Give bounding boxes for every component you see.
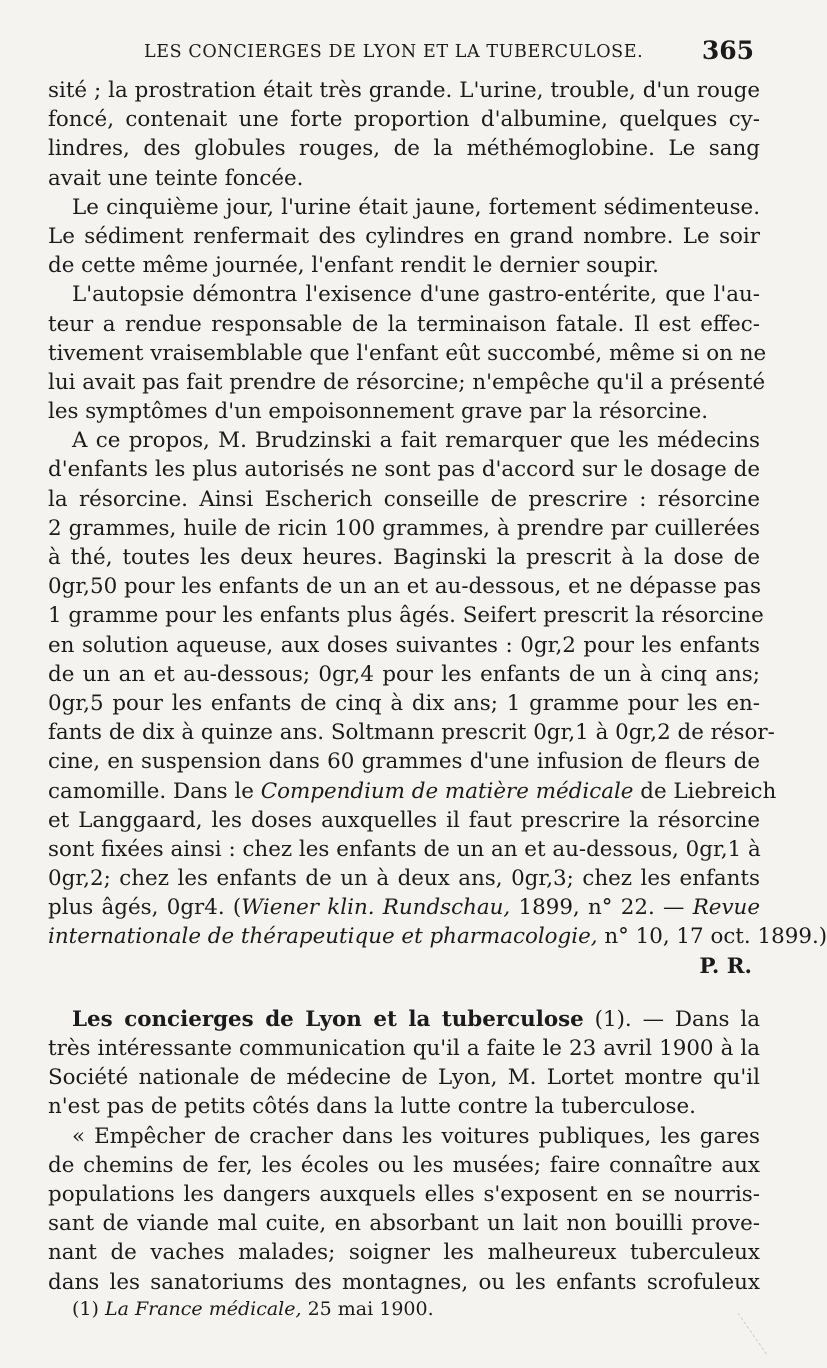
text-line: 1 gramme pour les enfants plus âgés. Seifert prescrit la résorcine: [48, 603, 764, 629]
text-line: en solution aqueuse, aux doses suivantes : 0gr,2 pour les enfants: [48, 632, 760, 658]
text-line: d'enfants les plus autorisés ne sont pas d'accord sur le dosage de: [48, 457, 760, 483]
text-line: de un an et au-dessous; 0gr,4 pour les enfants de un à cinq ans;: [48, 661, 760, 687]
text-line: cine, en suspension dans 60 grammes d'une infusion de fleurs de: [48, 749, 760, 775]
text-line: « Empêcher de cracher dans les voitures publiques, les gares: [72, 1123, 760, 1149]
text-line: n'est pas de petits côtés dans la lutte contre la tuberculose.: [48, 1094, 696, 1120]
text-line: [48, 922, 827, 951]
text-fragment: 1899, n° 22. —: [510, 895, 693, 921]
paragraph-fifth-day: [48, 193, 760, 281]
text-line: sant de viande mal cuite, en absorbant un lait non bouilli prove-: [48, 1211, 760, 1237]
paragraph-autopsy: [48, 280, 767, 426]
text-line: [48, 1005, 760, 1034]
text-fragment: de Liebreich: [633, 778, 777, 804]
footnote-date: 25 mai 1900.: [301, 1298, 434, 1320]
text-line: Le sédiment renfermait des cylindres en grand nombre. Le soir: [48, 223, 760, 249]
footnote: [72, 1296, 434, 1322]
text-line: [48, 893, 760, 922]
text-line: populations les dangers auxquels elles s'exposent en se nourris-: [48, 1181, 760, 1207]
text-line: 0gr,50 pour les enfants de un an et au-dessous, et ne dépasse pas: [48, 574, 762, 600]
section-gap: [48, 981, 760, 1005]
text-line: sité ; la prostration était très grande. L'urine, trouble, d'un rouge: [48, 78, 760, 103]
footnote-marker: (1): [72, 1298, 105, 1320]
paragraph-dosage: [48, 426, 827, 981]
text-line: tivement vraisemblable que l'enfant eût succombé, même si on ne: [48, 340, 767, 366]
text-line: Le cinquième jour, l'urine était jaune, fortement sédimenteuse.: [72, 194, 760, 220]
compendium-title: Compendium de matière médicale: [260, 778, 634, 804]
journal-title: Wiener klin. Rundschau,: [241, 895, 511, 921]
text-line: 0gr,2; chez les enfants de un à deux ans, 0gr,3; chez les enfants: [48, 866, 760, 892]
journal-title: internationale de thérapeutique et pharmacologie,: [48, 924, 598, 950]
page-number: 365: [701, 36, 754, 65]
text-line: dans les sanatoriums des montagnes, ou les enfants scrofuleux: [48, 1269, 760, 1295]
paragraph-urine-description: [48, 76, 760, 193]
running-head: [48, 36, 760, 70]
text-line: la résorcine. Ainsi Escherich conseille de prescrire : résorcine: [48, 486, 760, 512]
text-line: les symptômes d'un empoisonnement grave par la résorcine.: [48, 399, 709, 425]
section-heading: Les concierges de Lyon et la tuberculose: [72, 1006, 584, 1032]
text-line: foncé, contenait une forte proportion d'albumine, quelques cy-: [48, 107, 760, 133]
journal-title: Revue: [692, 895, 760, 921]
text-line: à thé, toutes les deux heures. Baginski la prescrit à la dose de: [48, 545, 760, 570]
text-line: fants de dix à quinze ans. Soltmann prescrit 0gr,1 à 0gr,2 de résor-: [48, 720, 775, 746]
scan-artifact: [737, 1296, 791, 1355]
text-line: Société nationale de médecine de Lyon, M. Lortet montre qu'il: [48, 1065, 760, 1091]
text-line: lui avait pas fait prendre de résorcine; n'empêche qu'il a présenté: [48, 369, 766, 395]
author-signature: P. R.: [699, 953, 752, 979]
running-title: LES CONCIERGES DE LYON ET LA TUBERCULOSE.: [144, 42, 644, 62]
text-line: de cette même journée, l'enfant rendit le dernier soupir.: [48, 253, 659, 279]
text-line: 2 grammes, huile de ricin 100 grammes, à prendre par cuillerées: [48, 515, 760, 541]
text-line: sont fixées ainsi : chez les enfants de un an et au-dessous, 0gr,1 à: [48, 836, 761, 862]
text-line: de chemins de fer, les écoles ou les musées; faire connaître aux: [48, 1152, 760, 1178]
text-line: A ce propos, M. Brudzinski a fait remarquer que les médecins: [72, 428, 760, 454]
text-line: et Langgaard, les doses auxquelles il faut prescrire la résorcine: [48, 807, 760, 833]
paragraph-concierges-intro: [48, 1005, 760, 1122]
footnote-source: La France médicale,: [104, 1298, 302, 1320]
text-line: 0gr,5 pour les enfants de cinq à dix ans; 1 gramme pour les en-: [48, 690, 760, 716]
text-fragment: n° 10, 17 oct. 1899.): [597, 924, 827, 950]
text-fragment: camomille. Dans le: [48, 778, 261, 804]
text-line: teur a rendue responsable de la terminaison fatale. Il est effec-: [48, 311, 760, 337]
article-body: [48, 76, 827, 1297]
text-line: L'autopsie démontra l'exisence d'une gastro-entérite, que l'au-: [72, 282, 760, 308]
text-line: [48, 777, 777, 806]
text-fragment: plus âgés, 0gr4. (: [48, 895, 242, 921]
text-fragment: (1). — Dans la: [583, 1006, 760, 1032]
paragraph-quote: [48, 1122, 760, 1297]
text-line: nant de vaches malades; soigner les malheureux tuberculeux: [48, 1240, 760, 1266]
text-line: avait une teinte foncée.: [48, 165, 304, 191]
text-line: très intéressante communication qu'il a faite le 23 avril 1900 à la: [48, 1036, 760, 1061]
text-line: lindres, des globules rouges, de la méthémoglobine. Le sang: [48, 136, 760, 162]
